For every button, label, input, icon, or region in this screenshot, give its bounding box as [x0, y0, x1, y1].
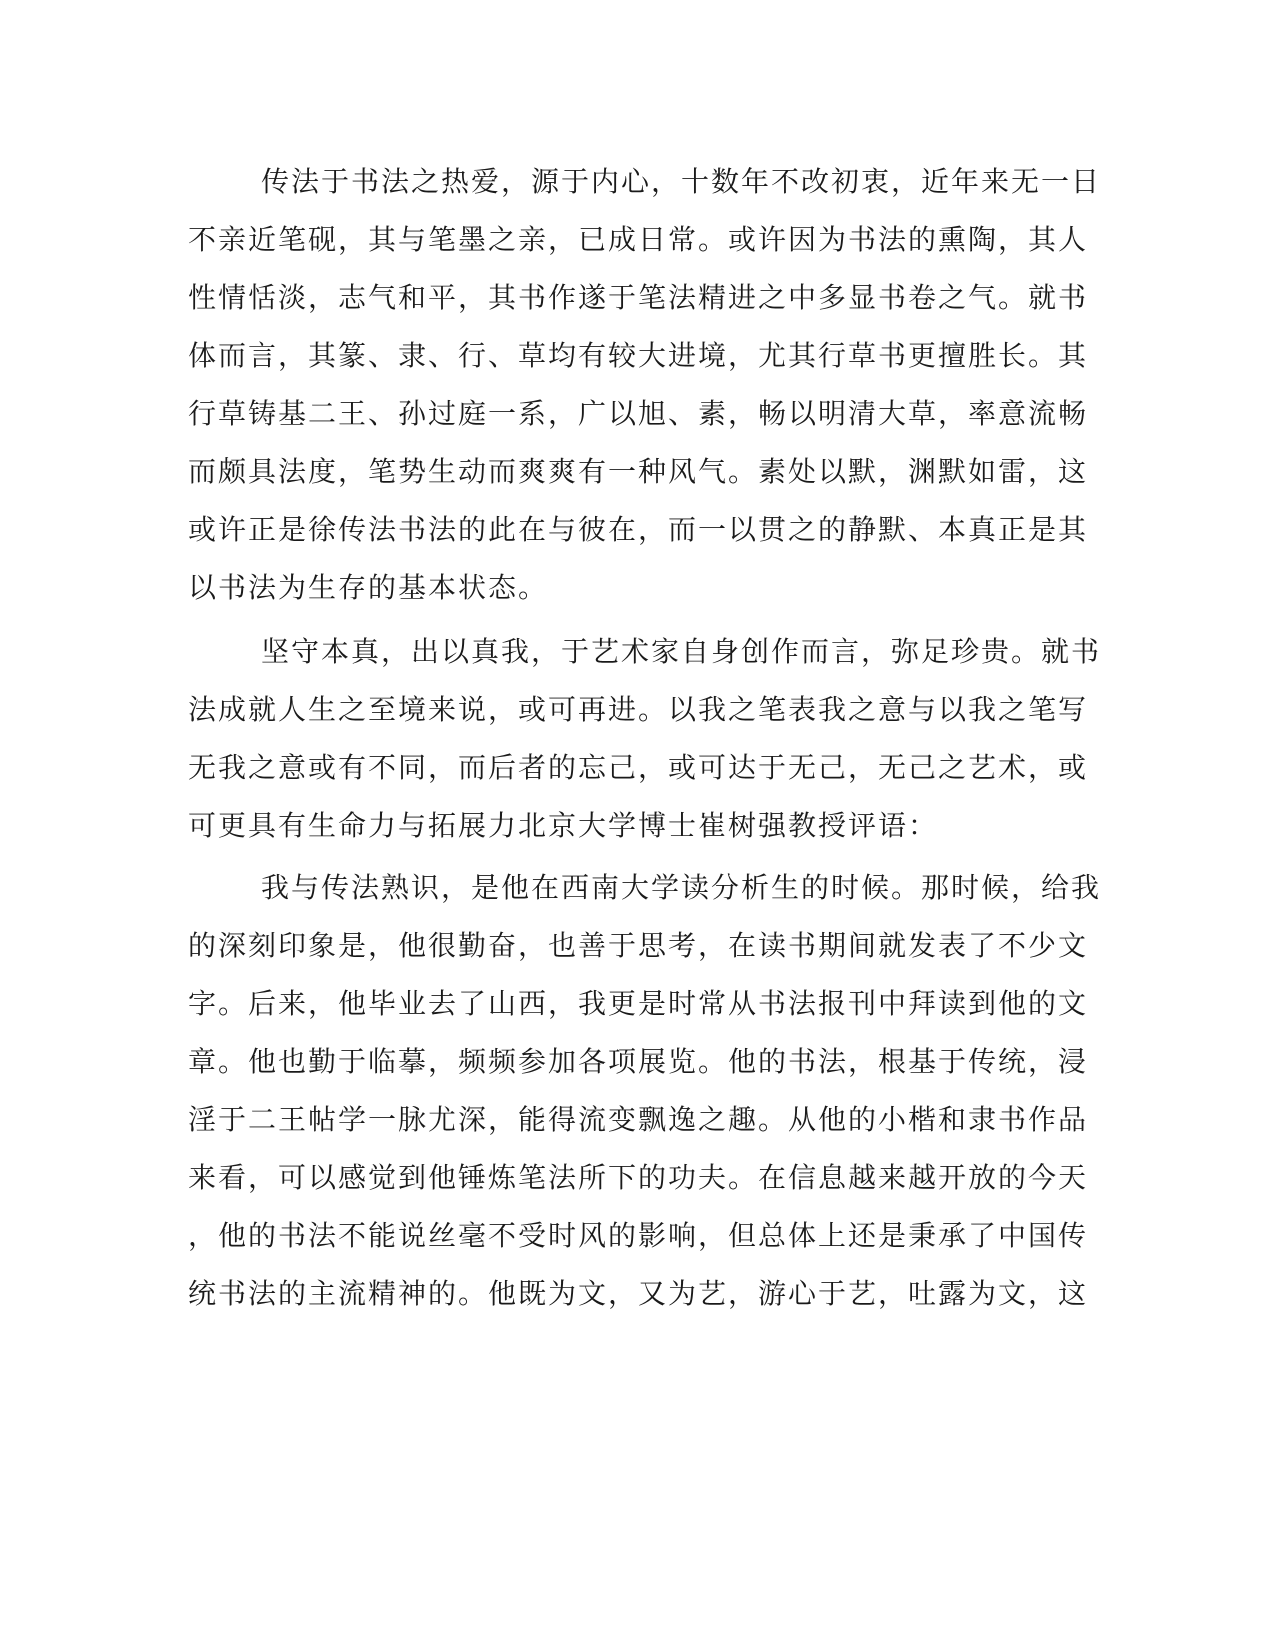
paragraph-3-line-3: 字。后来，他毕业去了山西，我更是时常从书法报刊中拜读到他的文 — [188, 987, 1089, 1020]
paragraph-1-line-2: 不亲近笔砚，其与笔墨之亲，已成日常。或许因为书法的熏陶，其人 — [188, 223, 1089, 256]
paragraph-2-line-3: 无我之意或有不同，而后者的忘己，或可达于无己，无己之艺术，或 — [188, 751, 1089, 784]
paragraph-1-line-7: 或许正是徐传法书法的此在与彼在，而一以贯之的静默、本真正是其 — [188, 513, 1089, 546]
paragraph-3-line-6: 来看，可以感觉到他锤炼笔法所下的功夫。在信息越来越开放的今天 — [188, 1161, 1089, 1194]
paragraph-1-line-5: 行草铸基二王、孙过庭一系，广以旭、素，畅以明清大草，率意流畅 — [188, 397, 1089, 430]
paragraph-3-line-7: ，他的书法不能说丝毫不受时风的影响，但总体上还是秉承了中国传 — [188, 1219, 1089, 1252]
paragraph-2-line-1: 坚守本真，出以真我，于艺术家自身创作而言，弥足珍贵。就书 — [261, 635, 1102, 668]
paragraph-3-line-4: 章。他也勤于临摹，频频参加各项展览。他的书法，根基于传统，浸 — [188, 1045, 1089, 1078]
paragraph-1-line-4: 体而言，其篆、隶、行、草均有较大进境，尤其行草书更擅胜长。其 — [188, 339, 1089, 372]
paragraph-3-line-5: 淫于二王帖学一脉尤深，能得流变飘逸之趣。从他的小楷和隶书作品 — [188, 1103, 1089, 1136]
paragraph-1-line-6: 而颇具法度，笔势生动而爽爽有一种风气。素处以默，渊默如雷，这 — [188, 455, 1089, 488]
paragraph-3-line-2: 的深刻印象是，他很勤奋，也善于思考，在读书期间就发表了不少文 — [188, 929, 1089, 962]
paragraph-1-line-1: 传法于书法之热爱，源于内心，十数年不改初衷，近年来无一日 — [261, 165, 1102, 198]
paragraph-3-line-8: 统书法的主流精神的。他既为文，又为艺，游心于艺，吐露为文，这 — [188, 1277, 1089, 1310]
paragraph-1-line-3: 性情恬淡，志气和平，其书作遂于笔法精进之中多显书卷之气。就书 — [188, 281, 1089, 314]
paragraph-3-line-1: 我与传法熟识，是他在西南大学读分析生的时候。那时候，给我 — [261, 871, 1102, 904]
paragraph-1-line-8: 以书法为生存的基本状态。 — [188, 571, 549, 604]
paragraph-2-line-4: 可更具有生命力与拓展力北京大学博士崔树强教授评语： — [188, 809, 939, 842]
paragraph-2-line-2: 法成就人生之至境来说，或可再进。以我之笔表我之意与以我之笔写 — [188, 693, 1089, 726]
